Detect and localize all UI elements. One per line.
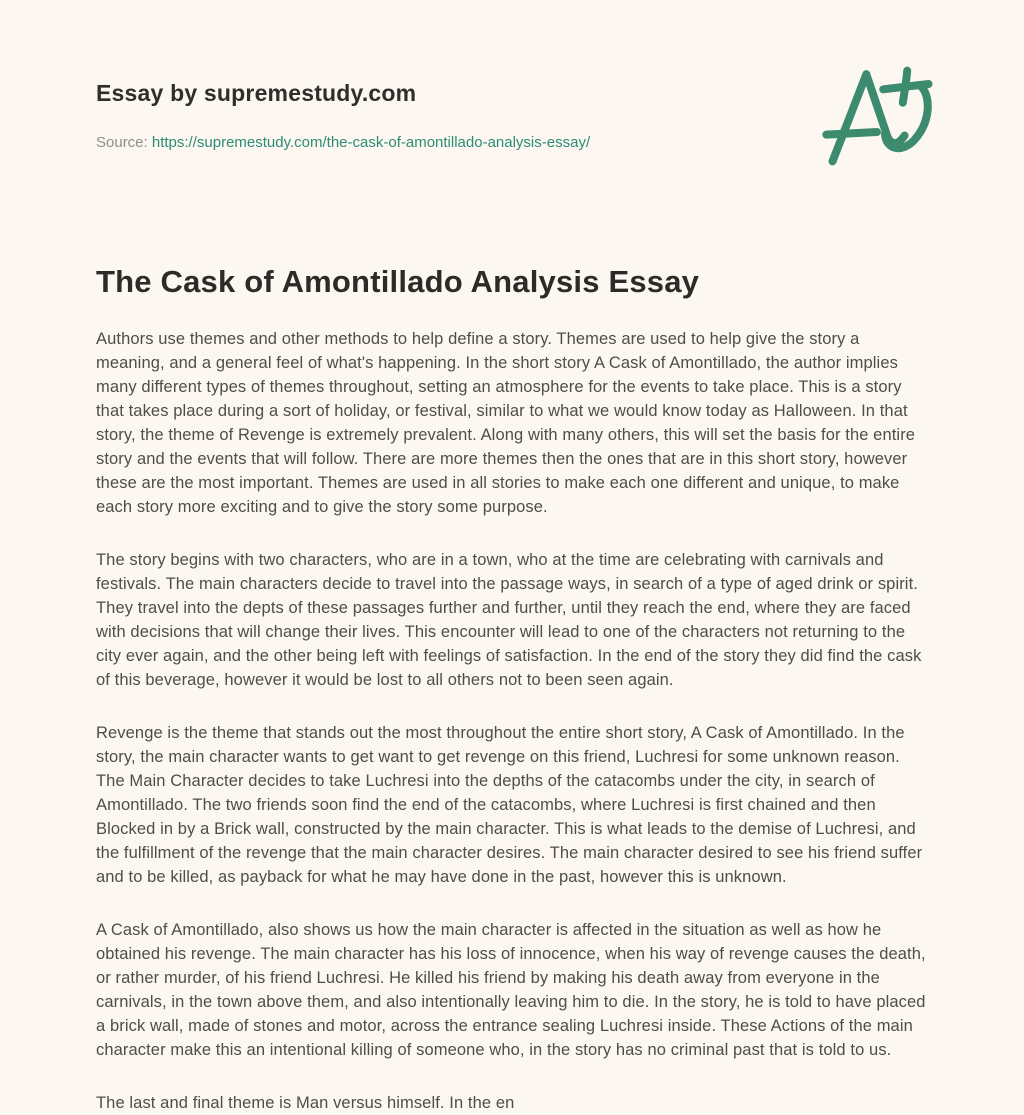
header-text-block [96, 76, 590, 151]
essay-paragraph: Authors use themes and other methods to help define a story. Themes are used to help give the story a meaning, and a general feel of what's happening. In the short story A Cask of Amontillado, the author implies many different types of themes throughout, setting an atmosphere for the events to take place. This is a story that takes place during a sort of holiday, or festival, similar to what we would know today as Halloween. In that story, the theme of Revenge is extremely prevalent. Along with many others, this will set the basis for the entire story and the events that will follow. There are more themes then the ones that are in this short story, however these are the most important. Themes are used in all stories to make each one different and unique, to make each story more exciting and to give the story some purpose. [96, 330, 916, 516]
essay-paragraph: The story begins with two characters, who are in a town, who at the time are celebrating with carnivals and festivals. The main characters decide to travel into the passage ways, in search of a type of aged drink or spirit. They travel into the depts of these passages further and further, until they reach the end, where they are faced with decisions that will change their lives. This encounter will lead to one of the characters not returning to the city ever again, and the other being left with feelings of satisfaction. In the end of the story they did find the cask of this beverage, however it would be lost to all others not to been seen again. [96, 551, 922, 689]
essay-paragraph: A Cask of Amontillado, also shows us how the main character is affected in the situation as well as how he obtained his revenge. The main character has his loss of innocence, when his way of revenge causes the death, or rather murder, of his friend Luchresi. He killed his friend by making his death away from everyone in the carnivals, in the town above them, and also intentionally leaving him to die. In the story, he is told to have placed a brick wall, made of stones and motor, across the entrance sealing Luchresi inside. These Actions of the main character make this an intentional killing of someone who, in the story has no criminal past that is told to us. [96, 921, 926, 1059]
source-line [96, 134, 590, 151]
essay-title: The Cask of Amontillado Analysis Essay [96, 264, 700, 299]
a-plus-logo-icon [818, 60, 936, 172]
page-header [96, 76, 928, 172]
essay-paragraph: The last and final theme is Man versus himself. In the en [96, 1094, 515, 1112]
source-label: Source: [96, 134, 148, 151]
site-heading: Essay by supremestudy.com [96, 80, 417, 106]
essay-paragraph: Revenge is the theme that stands out the most throughout the entire short story, A Cask of Amontillado. In the story, the main character wants to get want to get revenge on this friend, Luchresi for some unknown reason. The Main Character decides to take Luchresi into the depths of the catacombs under the city, in search of Amontillado. The two friends soon find the end of the catacombs, where Luchresi is first chained and then Blocked in by a Brick wall, constructed by the main character. This is what leads to the demise of Luchresi, and the fulfillment of the revenge that the main character desires. The main character desired to see his friend suffer and to be killed, as payback for what he may have done in the past, however this is unknown. [96, 724, 923, 886]
source-url-link[interactable]: https://supremestudy.com/the-cask-of-amontillado-analysis-essay/ [151, 134, 591, 151]
essay-body [96, 327, 928, 1115]
